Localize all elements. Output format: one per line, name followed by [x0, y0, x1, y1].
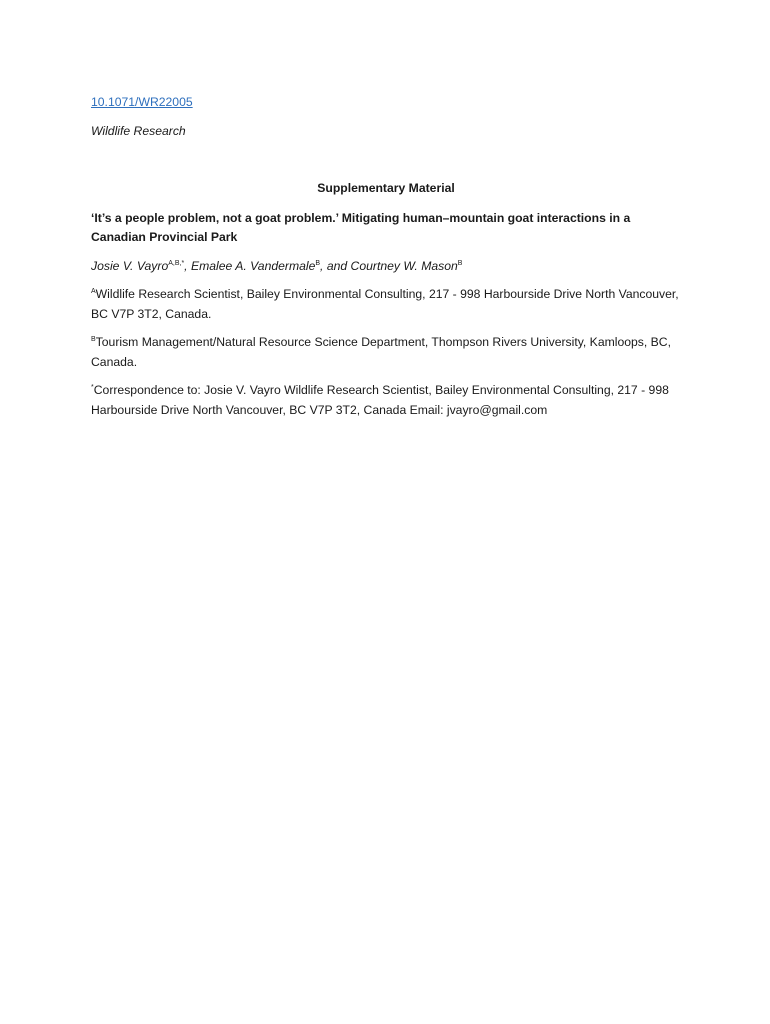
affiliation-mark: A	[91, 288, 96, 295]
affiliation-b	[91, 333, 681, 372]
correspondence	[91, 381, 681, 420]
author-superscript: B	[315, 259, 321, 267]
author-separator: ,	[184, 258, 191, 273]
author-name: Josie V. Vayro	[91, 258, 169, 273]
author-superscript: A,B,*	[168, 259, 185, 267]
affiliation-mark: B	[91, 336, 96, 343]
section-heading: Supplementary Material	[317, 181, 455, 195]
author-name: Courtney W. Mason	[350, 258, 458, 273]
affiliation-mark: *	[91, 384, 94, 391]
correspondence-text: Correspondence to: Josie V. Vayro Wildlife Research Scientist, Bailey Environmental Consulting, 217 - 998 Harbourside Drive North Vancouver, BC V7P 3T2, Canada Email: jvayro@gmail.com	[91, 383, 669, 417]
author-name: Emalee A. Vandermale	[190, 258, 316, 273]
page-content	[91, 93, 681, 420]
affiliation-text: Tourism Management/Natural Resource Science Department, Thompson Rivers University, Kamloops, BC, Canada.	[91, 335, 671, 369]
journal-name: Wildlife Research	[91, 123, 186, 138]
doi-line	[91, 93, 681, 113]
doi-link[interactable]: 10.1071/WR22005	[91, 95, 193, 109]
author-list	[91, 257, 681, 277]
article-title: ‘It’s a people problem, not a goat problem.’ Mitigating human–mountain goat interactions in a Canadian Provincial Park	[91, 210, 631, 244]
author-separator: , and	[320, 258, 351, 273]
affiliation-text: Wildlife Research Scientist, Bailey Environmental Consulting, 217 - 998 Harbourside Drive North Vancouver, BC V7P 3T2, Canada.	[91, 287, 679, 321]
affiliation-a	[91, 285, 681, 324]
author-superscript: B	[457, 259, 463, 267]
